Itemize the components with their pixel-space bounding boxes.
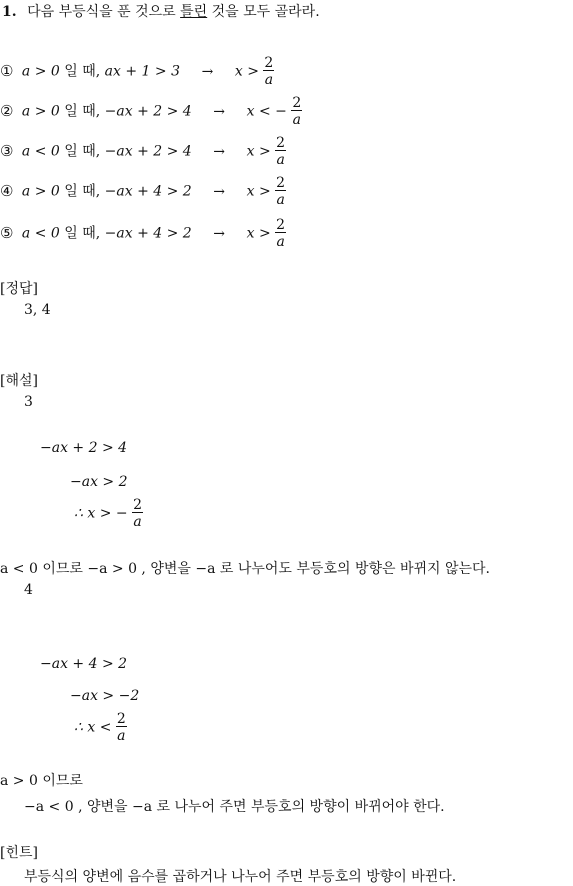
fraction-numerator: 2 (264, 55, 274, 71)
question-number: 1. (2, 4, 17, 20)
option-result-lhs: x > (246, 143, 271, 160)
option-condition: a < 0 (21, 143, 60, 160)
fraction-numerator: 2 (276, 175, 286, 191)
option-inequality: ax + 1 > 3 (104, 63, 180, 80)
fraction-numerator: 2 (276, 217, 286, 233)
option-word: 일 때, (64, 183, 101, 200)
fraction-denominator: a (133, 514, 142, 530)
case3-line2: −ax > 2 (70, 474, 128, 490)
option-marker: ③ (0, 141, 14, 160)
case3-note: a < 0 이므로 −a > 0 , 양변을 −a 로 나누어도 부등호의 방향은 바뀌지 않는다. (0, 561, 491, 577)
option-result-lhs: x > (246, 225, 271, 242)
case3-line1: −ax + 2 > 4 (40, 440, 128, 456)
fraction-numerator: 2 (116, 711, 126, 727)
fraction-denominator: a (276, 234, 285, 250)
option-condition: a > 0 (21, 63, 60, 80)
option-result-lhs: x > (234, 63, 259, 80)
fraction-denominator: a (276, 192, 285, 208)
case4-line3-fraction (116, 712, 127, 743)
option-word: 일 때, (64, 225, 101, 242)
fraction-denominator: a (117, 728, 126, 744)
option-marker: ④ (0, 181, 14, 200)
case3-label: 3 (24, 394, 33, 410)
option-inequality: −ax + 4 > 2 (104, 225, 192, 242)
case4-line2: −ax > −2 (70, 688, 140, 704)
fraction-denominator: a (264, 72, 274, 88)
option-condition: a > 0 (21, 183, 60, 200)
case4-line3 (74, 712, 127, 743)
arrow-icon: → (213, 143, 226, 160)
arrow-icon: → (213, 103, 226, 120)
question-text-before: 다음 부등식을 푼 것으로 (27, 4, 176, 20)
answer-value: 3, 4 (24, 302, 51, 318)
fraction-denominator: a (292, 112, 301, 128)
option-4 (0, 176, 286, 207)
option-marker: ⑤ (0, 223, 14, 242)
option-condition: a < 0 (21, 225, 60, 242)
explanation-heading: [해설] (0, 373, 38, 389)
case4-note1: a > 0 이므로 (0, 773, 83, 789)
fraction-numerator: 2 (133, 497, 142, 513)
option-result-fraction (275, 218, 286, 249)
option-word: 일 때, (64, 143, 101, 160)
option-2 (0, 96, 302, 127)
option-3 (0, 136, 286, 167)
option-word: 일 때, (64, 63, 101, 80)
option-result-fraction (291, 96, 302, 127)
question-text-after: 것을 모두 골라라. (211, 4, 320, 20)
option-marker: ① (0, 61, 14, 80)
question-text-underlined: 틀린 (180, 4, 208, 20)
hint-heading: [힌트] (0, 845, 38, 861)
question-title (2, 1, 320, 21)
case4-line1: −ax + 4 > 2 (40, 656, 128, 672)
case3-line3-lhs: ∴ x > − (74, 505, 128, 522)
option-word: 일 때, (64, 103, 101, 120)
option-result-fraction (263, 56, 274, 87)
option-marker: ② (0, 101, 14, 120)
fraction-numerator: 2 (292, 95, 302, 111)
option-result-fraction (275, 136, 286, 167)
fraction-numerator: 2 (276, 135, 286, 151)
case3-line3-fraction (132, 498, 143, 529)
option-5 (0, 218, 286, 249)
fraction-denominator: a (276, 152, 285, 168)
option-result-lhs: x > (246, 183, 271, 200)
arrow-icon: → (213, 225, 226, 242)
case4-note2: −a < 0 , 양변을 −a 로 나누어 주면 부등호의 방향이 바뀌어야 한다. (24, 799, 445, 815)
option-result-fraction (275, 176, 286, 207)
case4-label: 4 (24, 582, 33, 598)
arrow-icon: → (201, 63, 214, 80)
option-inequality: −ax + 4 > 2 (104, 183, 192, 200)
option-inequality: −ax + 2 > 4 (104, 143, 192, 160)
case3-line3 (74, 498, 143, 529)
case4-line3-lhs: ∴ x < (74, 719, 112, 736)
option-result-lhs: x < − (246, 103, 287, 120)
hint-text: 부등식의 양변에 음수를 곱하거나 나누어 주면 부등호의 방향이 바뀐다. (24, 869, 457, 885)
option-inequality: −ax + 2 > 4 (104, 103, 192, 120)
answer-heading: [정답] (0, 281, 38, 297)
option-condition: a > 0 (21, 103, 60, 120)
option-1 (0, 56, 274, 87)
arrow-icon: → (213, 183, 226, 200)
